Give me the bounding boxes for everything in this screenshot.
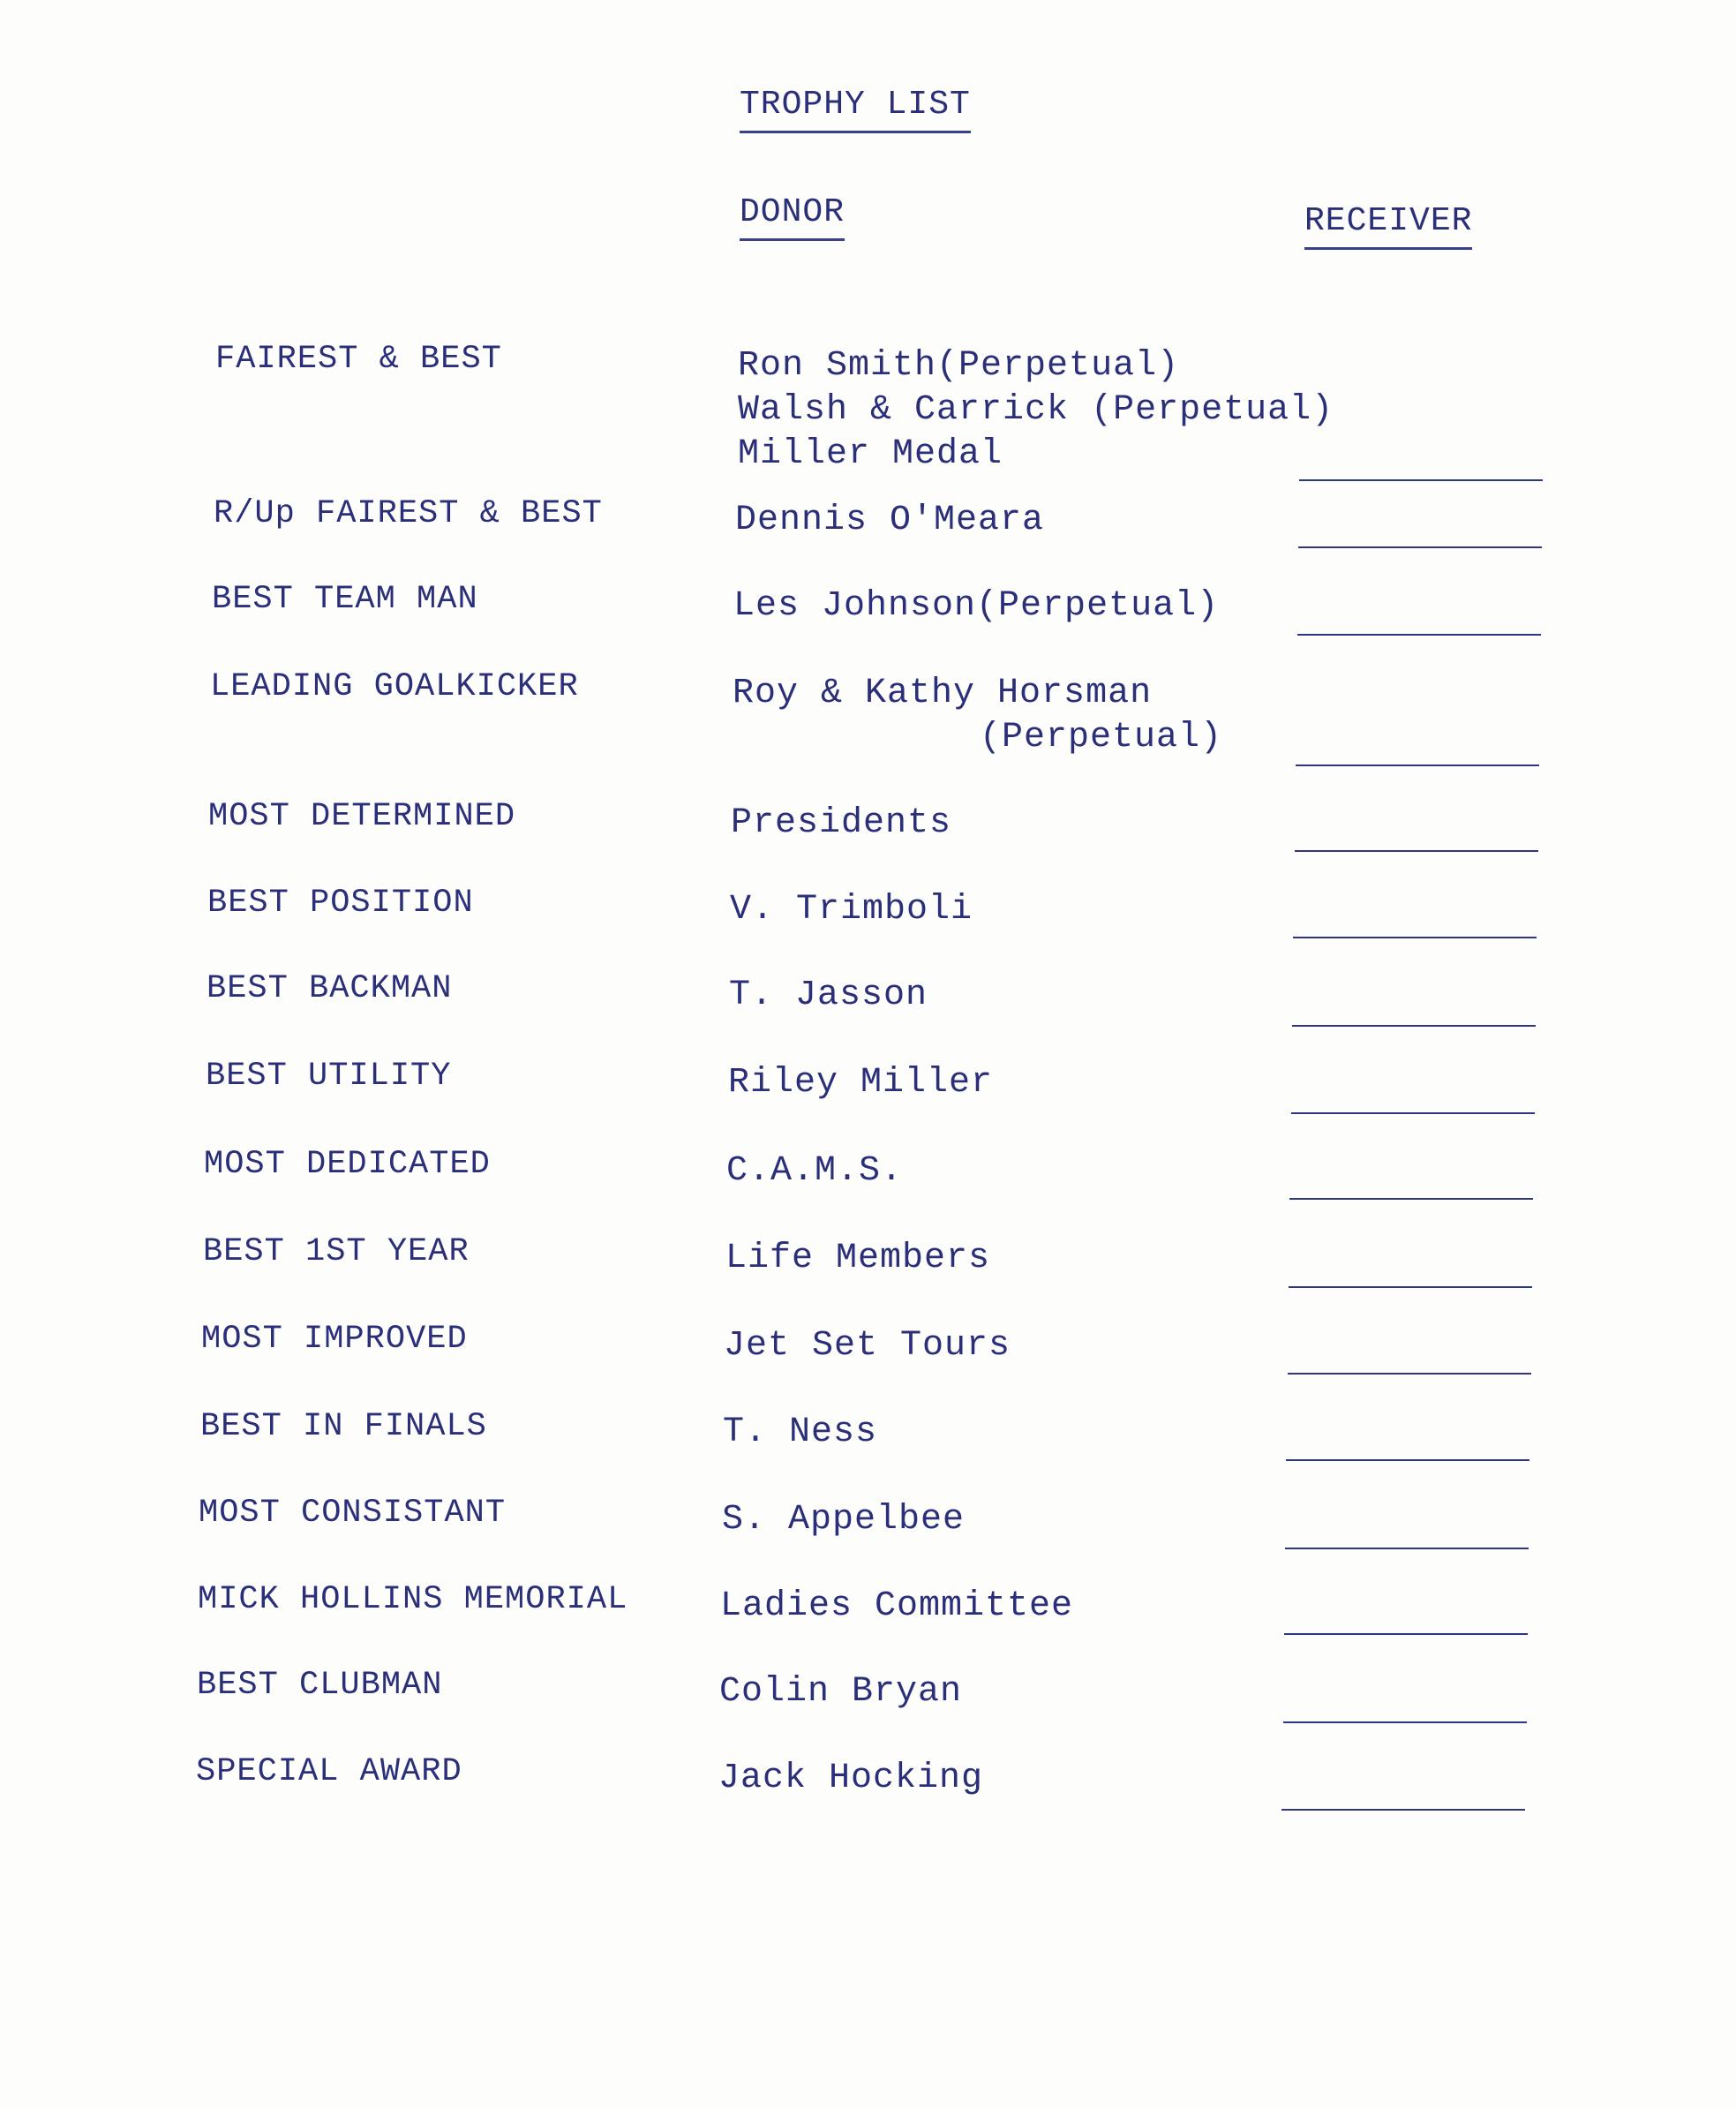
donor-name: [723, 1411, 877, 1455]
donor-line: Colin Bryan: [719, 1672, 963, 1712]
donor-name: [718, 1757, 983, 1801]
award-name: LEADING GOALKICKER: [210, 668, 579, 705]
donor-line: Riley Miller: [728, 1063, 994, 1103]
receiver-blank-line[interactable]: [1292, 1025, 1536, 1027]
donor-line: Ladies Committee: [720, 1586, 1074, 1626]
receiver-blank-line[interactable]: [1281, 1809, 1525, 1811]
donor-line: (Perpetual): [980, 718, 1223, 757]
award-name: FAIREST & BEST: [215, 341, 502, 378]
award-name: BEST TEAM MAN: [212, 581, 478, 618]
receiver-blank-line[interactable]: [1299, 479, 1543, 481]
receiver-column-header: RECEIVER: [1304, 201, 1472, 250]
donor-name: [733, 672, 1222, 760]
award-name: MOST DETERMINED: [208, 798, 516, 835]
donor-line: S. Appelbee: [722, 1500, 966, 1540]
receiver-blank-line[interactable]: [1297, 634, 1541, 636]
donor-line: Jack Hocking: [718, 1759, 984, 1798]
donor-line: T. Jasson: [729, 975, 928, 1015]
award-name: BEST BACKMAN: [207, 970, 453, 1007]
award-name: MOST CONSISTANT: [199, 1495, 507, 1532]
donor-name: [731, 802, 951, 846]
receiver-blank-line[interactable]: [1283, 1721, 1527, 1723]
donor-line: Presidents: [731, 803, 952, 843]
document-title: TROPHY LIST: [740, 85, 971, 133]
receiver-blank-line[interactable]: [1296, 765, 1539, 766]
donor-name: [729, 974, 928, 1018]
receiver-blank-line[interactable]: [1289, 1198, 1533, 1200]
award-name: MOST DEDICATED: [204, 1146, 491, 1183]
donor-name: [725, 1237, 990, 1281]
donor-line: Miller Medal: [738, 434, 1003, 474]
receiver-blank-line[interactable]: [1288, 1373, 1531, 1375]
award-name: BEST CLUBMAN: [197, 1667, 443, 1704]
donor-line: Les Johnson(Perpetual): [733, 586, 1220, 626]
receiver-blank-line[interactable]: [1289, 1286, 1532, 1288]
award-name: R/Up FAIREST & BEST: [214, 495, 603, 532]
donor-line: Walsh & Carrick (Perpetual): [738, 390, 1334, 430]
donor-name: [720, 1585, 1073, 1629]
donor-line: Ron Smith(Perpetual): [738, 346, 1180, 386]
award-name: BEST 1ST YEAR: [203, 1233, 470, 1270]
donor-name: [738, 344, 1334, 477]
receiver-blank-line[interactable]: [1285, 1548, 1529, 1549]
receiver-blank-line[interactable]: [1293, 937, 1537, 938]
receiver-blank-line[interactable]: [1291, 1112, 1535, 1114]
donor-line: C.A.M.S.: [726, 1151, 904, 1191]
receiver-blank-line[interactable]: [1295, 850, 1538, 852]
award-name: BEST UTILITY: [206, 1058, 452, 1095]
award-name: MOST IMPROVED: [201, 1321, 468, 1358]
donor-line: V. Trimboli: [730, 890, 973, 930]
receiver-blank-line[interactable]: [1284, 1633, 1528, 1635]
donor-line: Jet Set Tours: [724, 1326, 1011, 1366]
donor-name: [719, 1670, 962, 1714]
donor-line: Roy & Kathy Horsman: [733, 674, 1153, 713]
receiver-blank-line[interactable]: [1286, 1459, 1529, 1461]
donor-column-header: DONOR: [740, 192, 845, 241]
donor-name: [733, 584, 1219, 629]
award-name: MICK HOLLINS MEMORIAL: [198, 1581, 628, 1618]
donor-name: [730, 888, 973, 932]
donor-name: [726, 1149, 903, 1194]
donor-line: Life Members: [725, 1239, 991, 1278]
receiver-blank-line[interactable]: [1298, 546, 1542, 548]
donor-line: Dennis O'Meara: [735, 501, 1045, 540]
donor-line: T. Ness: [723, 1412, 878, 1452]
donor-name: [722, 1498, 965, 1542]
donor-name: [735, 499, 1044, 543]
award-name: BEST POSITION: [207, 885, 474, 922]
donor-name: [728, 1061, 993, 1105]
donor-name: [724, 1324, 1011, 1368]
award-name: BEST IN FINALS: [200, 1408, 487, 1445]
award-name: SPECIAL AWARD: [196, 1753, 462, 1790]
